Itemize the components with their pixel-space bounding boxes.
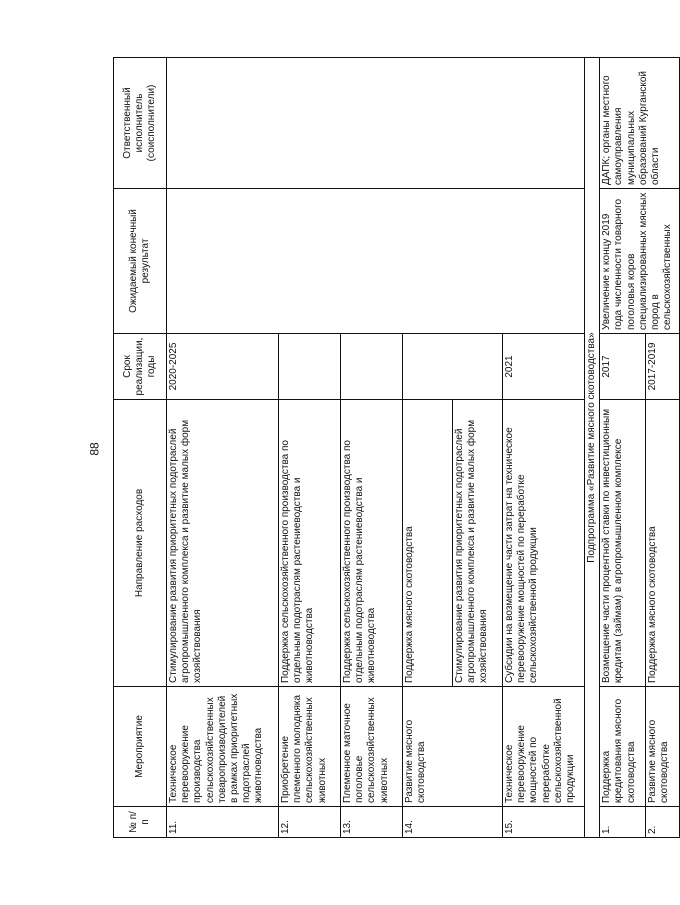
row-event: Приобретение племенного молодняка сельскохозяйственных животных: [279, 687, 341, 807]
row-term: 2021: [503, 334, 585, 400]
row-executor: ДАПК; органы местного самоуправления муниципальных образований Курганской области: [600, 58, 680, 189]
row-term: [279, 334, 341, 400]
row-num: 14.: [403, 807, 503, 838]
row-result: Увеличение к концу 2019 года численности товарного поголовья коров специализированных мясных пород в сельскохозяйственных: [600, 189, 680, 334]
row-event: Техническое перевооружение производства сельскохозяйственных товаропроизводителей в рамках приоритетных подотраслей животноводства: [167, 687, 279, 807]
row-event: Поддержка кредитования мясного скотоводства: [600, 687, 646, 807]
page-number: 88: [87, 442, 102, 456]
table-row: [167, 58, 279, 838]
row-term: 2017: [600, 334, 646, 400]
header-num: № п/п: [114, 807, 167, 838]
rotated-table-container: [113, 58, 674, 838]
row-term: 2017-2019: [646, 334, 680, 400]
header-result: Ожидаемый конечный результат: [114, 189, 167, 334]
row-num: 12.: [279, 807, 341, 838]
row-num: 13.: [341, 807, 403, 838]
row-direction: Стимулирование развития приоритетных подотраслей агропромышленного комплекса и развитие малых форм хозяйствования: [453, 400, 503, 687]
subprogram-row: [585, 58, 600, 838]
header-term: Срок реализации, годы: [114, 334, 167, 400]
header-event: Мероприятие: [114, 687, 167, 807]
row-direction: Стимулирование развития приоритетных подотраслей агропромышленного комплекса и развитие малых форм хозяйствования: [167, 400, 279, 687]
row-direction: Поддержка сельскохозяйственного производства по отдельным подотраслям растениеводства и животноводства: [341, 400, 403, 687]
row-num: 15.: [503, 807, 585, 838]
row-term: [403, 334, 503, 400]
row-direction: Субсидии на возмещение части затрат на техническое перевооружение мощностей по переработке сельскохозяйственной продукции: [503, 400, 585, 687]
header-executor: Ответственный исполнитель (соисполнители): [114, 58, 167, 189]
result-cell-empty: [167, 189, 585, 334]
sub-table-row: [600, 58, 646, 838]
row-term: [341, 334, 403, 400]
subprogram-title: Подпрограмма «Развитие мясного скотоводства»: [585, 58, 600, 838]
row-direction: Поддержка сельскохозяйственного производства по отдельным подотраслям растениеводства и животноводства: [279, 400, 341, 687]
table-header-row: [114, 58, 167, 838]
row-num: 2.: [646, 807, 680, 838]
row-direction: Возмещение части процентной ставки по инвестиционным кредитам (займам) в агропромышленном комплексе: [600, 400, 646, 687]
row-term: 2020-2025: [167, 334, 279, 400]
header-direction: Направление расходов: [114, 400, 167, 687]
executor-cell-empty: [167, 58, 585, 189]
row-event: Развитие мясного скотоводства: [646, 687, 680, 807]
row-num: 1.: [600, 807, 646, 838]
row-num: 11.: [167, 807, 279, 838]
row-event: Техническое перевооружение мощностей по переработке сельскохозяйственной продукции: [503, 687, 585, 807]
row-direction: Поддержка мясного скотоводства: [646, 400, 680, 687]
measures-table: [113, 57, 680, 838]
row-event: Племенное маточное поголовье сельскохозяйственных животных: [341, 687, 403, 807]
row-event: Развитие мясного скотоводства: [403, 687, 503, 807]
row-direction: Поддержка мясного скотоводства: [403, 400, 453, 687]
